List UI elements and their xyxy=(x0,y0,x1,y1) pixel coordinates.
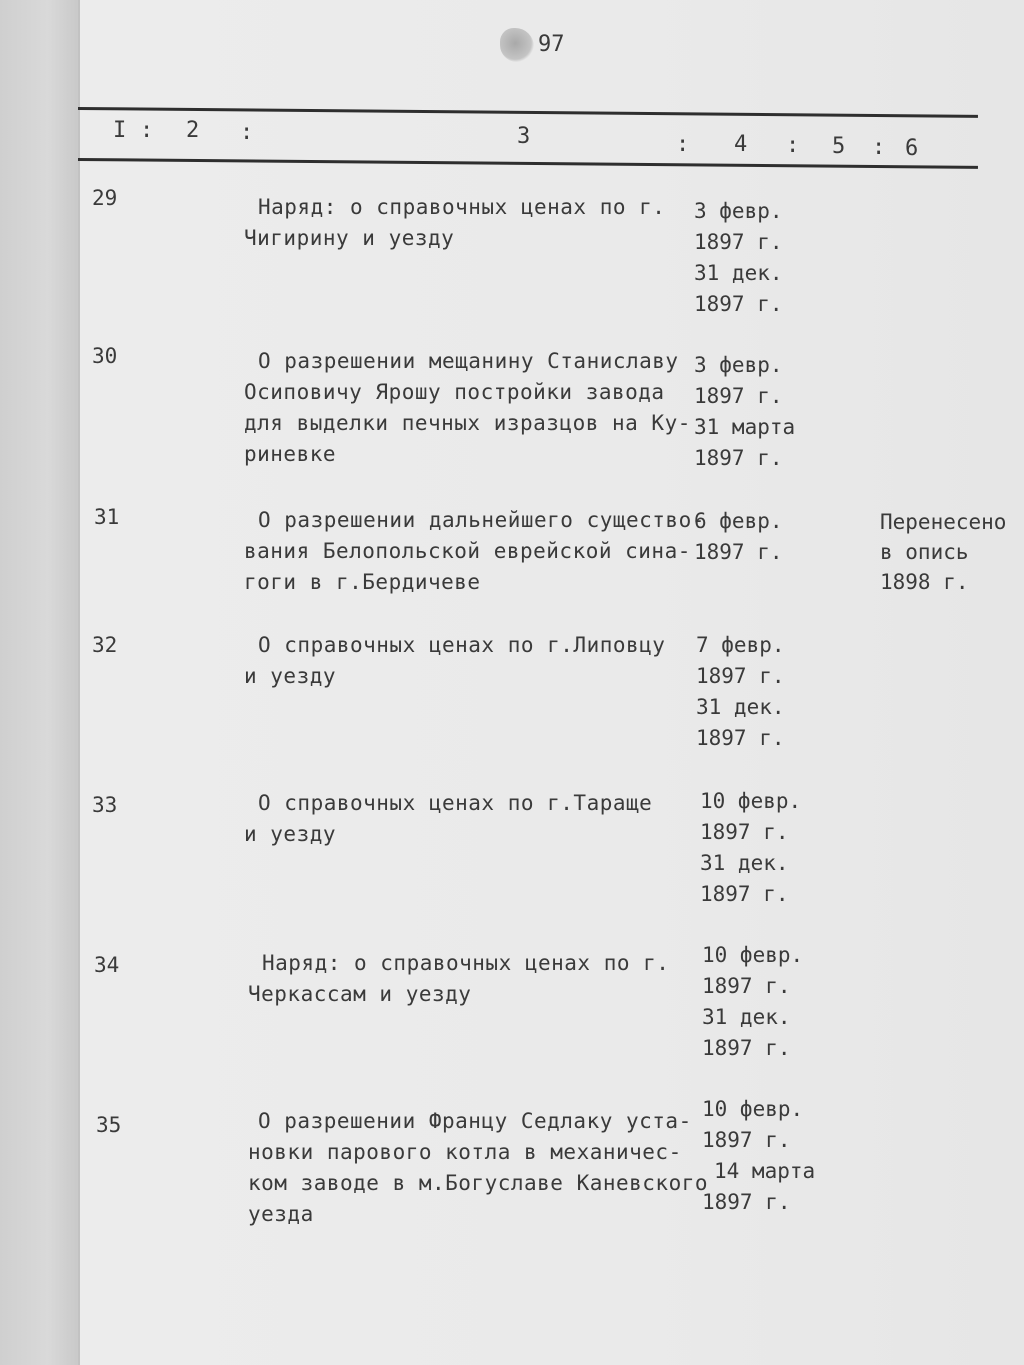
desc-line: ком заводе в м.Богуславе Каневского xyxy=(248,1171,709,1195)
date-line: 31 дек. xyxy=(700,851,789,875)
date-line: 1897 г. xyxy=(702,1190,791,1214)
desc-line: вания Белопольской еврейской сина- xyxy=(244,539,691,563)
desc-line: О разрешении дальнейшего существо- xyxy=(258,508,705,532)
desc-line: Осиповичу Ярошу постройки завода xyxy=(244,380,665,404)
row-number: 32 xyxy=(92,633,118,657)
note-line: в опись xyxy=(880,540,969,564)
row-description xyxy=(248,1106,709,1230)
row-number: 29 xyxy=(92,186,118,210)
date-line: 31 дек. xyxy=(696,695,785,719)
desc-line: О разрешении мещанину Станиславу xyxy=(258,349,679,373)
date-line: 1897 г. xyxy=(694,230,783,254)
note-line: 1898 г. xyxy=(880,570,969,594)
row-number: 35 xyxy=(96,1113,122,1137)
desc-line: и уезду xyxy=(244,664,337,688)
date-line: 1897 г. xyxy=(696,664,785,688)
row-description xyxy=(244,788,653,850)
date-line: 31 дек. xyxy=(702,1005,791,1029)
desc-line: Чигирину и уезду xyxy=(244,226,455,250)
header-sep: : xyxy=(240,120,254,145)
note-line: Перенесено xyxy=(880,510,1007,534)
date-line: 1897 г. xyxy=(694,384,783,408)
date-line: 1897 г. xyxy=(694,540,783,564)
row-dates xyxy=(694,196,783,320)
date-line: 6 февр. xyxy=(694,509,783,533)
row-number: 34 xyxy=(94,953,120,977)
row-description xyxy=(244,505,705,598)
row-dates xyxy=(694,350,795,474)
date-line: 1897 г. xyxy=(696,726,785,750)
page-binding-edge xyxy=(0,0,80,1365)
header-sep: : xyxy=(140,118,154,143)
date-line: 1897 г. xyxy=(694,292,783,316)
row-description xyxy=(244,346,691,470)
desc-line: Наряд: о справочных ценах по г. xyxy=(258,195,666,219)
row-note xyxy=(880,507,1006,597)
row-description xyxy=(244,192,666,254)
desc-line: для выделки печных изразцов на Ку- xyxy=(244,411,691,435)
date-line: 3 февр. xyxy=(694,353,783,377)
date-line: 3 февр. xyxy=(694,199,783,223)
ink-stamp-mark xyxy=(500,28,534,62)
row-description xyxy=(244,630,666,692)
date-line: 14 марта xyxy=(714,1159,816,1183)
page-fold-line xyxy=(78,0,80,1365)
date-line: 1897 г. xyxy=(702,1128,791,1152)
row-dates xyxy=(702,1094,815,1218)
header-col-6: 6 xyxy=(905,136,919,161)
date-line: 1897 г. xyxy=(694,446,783,470)
table-header-top-rule xyxy=(78,107,978,118)
header-col-2: 2 xyxy=(186,118,200,143)
table-header-bottom-rule xyxy=(78,158,978,169)
desc-line: О справочных ценах по г.Тараще xyxy=(258,791,653,815)
row-description xyxy=(248,948,670,1010)
desc-line: риневке xyxy=(244,442,337,466)
desc-line: уезда xyxy=(248,1202,314,1226)
date-line: 31 дек. xyxy=(694,261,783,285)
date-line: 10 февр. xyxy=(702,943,804,967)
row-dates xyxy=(696,630,785,754)
row-dates xyxy=(700,786,801,910)
date-line: 10 февр. xyxy=(700,789,802,813)
date-line: 31 марта xyxy=(694,415,796,439)
header-sep: : xyxy=(676,132,690,157)
desc-line: новки парового котла в механичес- xyxy=(248,1140,682,1164)
header-sep: : xyxy=(786,133,800,158)
row-number: 30 xyxy=(92,344,118,368)
row-dates xyxy=(694,506,783,568)
page-number: 97 xyxy=(538,32,565,57)
date-line: 1897 г. xyxy=(702,974,791,998)
header-col-4: 4 xyxy=(734,132,748,157)
row-number: 31 xyxy=(94,505,120,529)
desc-line: Черкассам и уезду xyxy=(248,982,472,1006)
desc-line: О справочных ценах по г.Липовцу xyxy=(258,633,666,657)
row-dates xyxy=(702,940,803,1064)
date-line: 7 февр. xyxy=(696,633,785,657)
header-sep: : xyxy=(872,135,886,160)
desc-line: Наряд: о справочных ценах по г. xyxy=(262,951,670,975)
date-line: 10 февр. xyxy=(702,1097,804,1121)
desc-line: О разрешении Францу Седлаку уста- xyxy=(258,1109,692,1133)
date-line: 1897 г. xyxy=(702,1036,791,1060)
header-col-1: I xyxy=(113,118,127,143)
header-col-3: 3 xyxy=(517,124,531,149)
header-col-5: 5 xyxy=(832,134,846,159)
desc-line: и уезду xyxy=(244,822,337,846)
desc-line: гоги в г.Бердичеве xyxy=(244,570,481,594)
date-line: 1897 г. xyxy=(700,820,789,844)
date-line: 1897 г. xyxy=(700,882,789,906)
row-number: 33 xyxy=(92,793,118,817)
